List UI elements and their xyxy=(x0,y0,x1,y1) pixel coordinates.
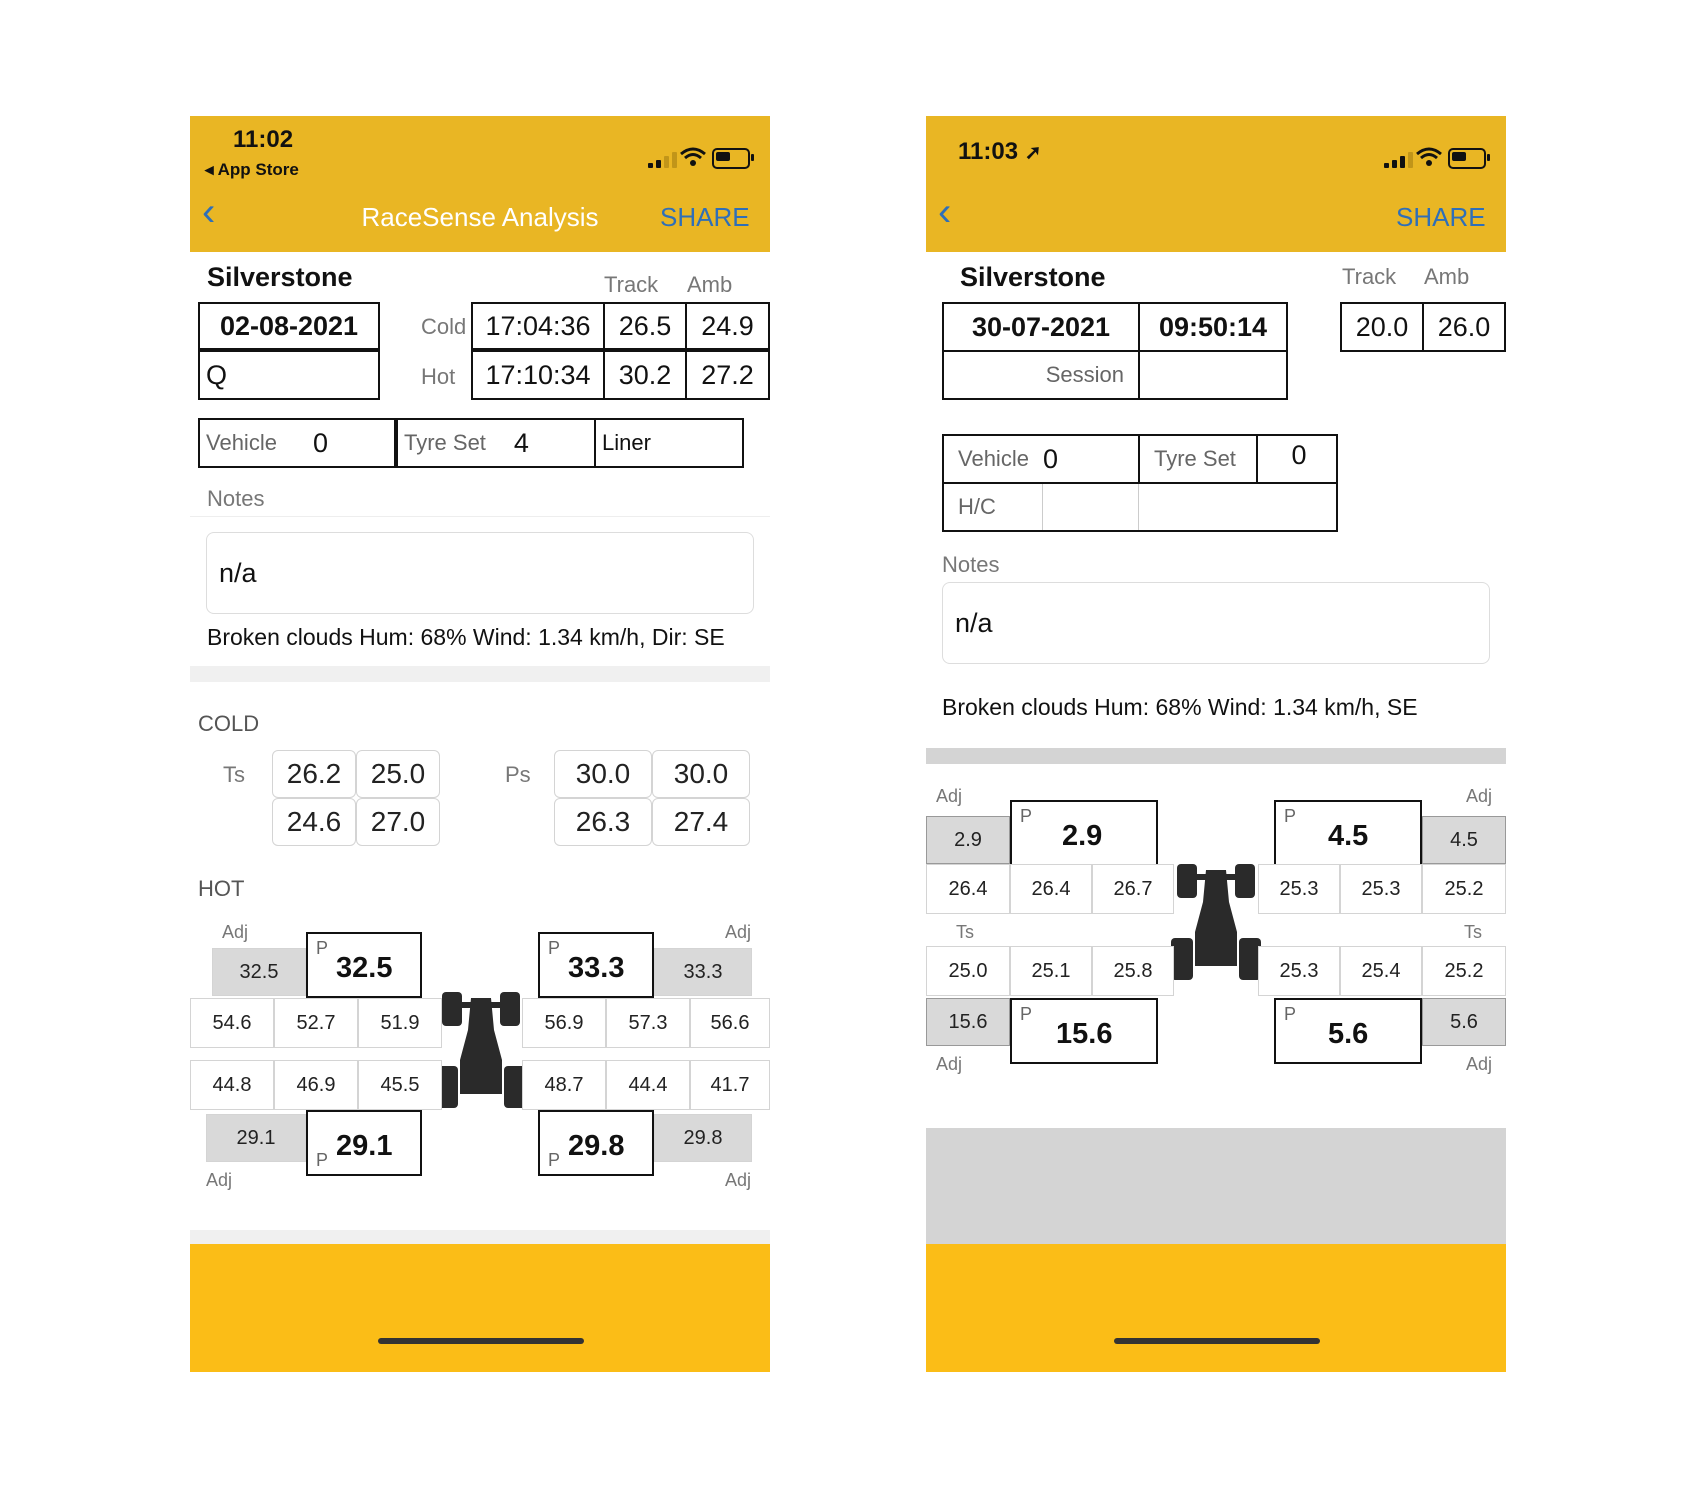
share-button[interactable]: SHARE xyxy=(660,202,750,232)
rr-pressure-box[interactable] xyxy=(538,1110,654,1176)
vehicle-value: 0 xyxy=(312,427,328,458)
notes-label: Notes xyxy=(942,552,1000,577)
vehicle-field[interactable] xyxy=(198,418,396,468)
cold-section-title: COLD xyxy=(198,711,260,736)
tyre-set-value: 4 xyxy=(513,427,529,458)
fl-temp-middle: 52.7 xyxy=(274,998,358,1048)
fl-adj-value: 32.5 xyxy=(212,948,306,996)
notes-field[interactable]: n/a xyxy=(206,532,754,614)
rl-temp-outer: 25.0 xyxy=(926,946,1010,996)
bottom-grey-panel xyxy=(926,1128,1506,1244)
cold-label: Cold xyxy=(421,314,467,339)
p-label: P xyxy=(1020,1004,1033,1024)
hot-label: Hot xyxy=(421,364,456,389)
hot-section-title: HOT xyxy=(198,876,245,901)
fr-temp-inner: 25.3 xyxy=(1258,864,1340,914)
rr-adj-value: 29.8 xyxy=(654,1114,752,1162)
p-label: P xyxy=(316,938,329,958)
rl-temp-inner: 25.8 xyxy=(1092,946,1174,996)
cold-ts-fl: 26.2 xyxy=(272,750,356,798)
track-name: Silverstone xyxy=(207,262,353,292)
weather-info: Broken clouds Hum: 68% Wind: 1.34 km/h, Dir: SE xyxy=(207,624,725,650)
status-time xyxy=(958,138,1042,166)
ts-label: Ts xyxy=(223,762,245,787)
fl-temp-outer: 54.6 xyxy=(190,998,274,1048)
ts-label-right: Ts xyxy=(1464,922,1482,942)
cold-ts-fr: 25.0 xyxy=(356,750,440,798)
fr-temp-inner: 56.9 xyxy=(522,998,606,1048)
vehicle-value: 0 xyxy=(1042,443,1058,474)
hc-field[interactable] xyxy=(942,482,1338,532)
adj-label-fr: Adj xyxy=(1466,786,1493,806)
rl-temp-inner: 45.5 xyxy=(358,1060,442,1110)
rl-temp-outer: 44.8 xyxy=(190,1060,274,1110)
tyre-set-field[interactable] xyxy=(396,418,596,468)
fr-pressure-box[interactable] xyxy=(1274,800,1422,866)
status-time: 11:02 xyxy=(233,126,294,153)
adj-label-fr: Adj xyxy=(725,922,752,942)
rr-temp-outer: 41.7 xyxy=(690,1060,770,1110)
fr-pressure: 4.5 xyxy=(1328,820,1369,852)
nav-title: RaceSense Analysis xyxy=(361,202,599,232)
time-field[interactable]: 09:50:14 xyxy=(1138,302,1288,352)
fl-pressure-box[interactable] xyxy=(306,932,422,998)
ts-label-left: Ts xyxy=(956,922,974,942)
weather-info: Broken clouds Hum: 68% Wind: 1.34 km/h, SE xyxy=(942,694,1418,720)
fr-temp-middle: 25.3 xyxy=(1340,864,1422,914)
tyre-set-value: 0 xyxy=(1291,440,1307,470)
rl-adj-value: 15.6 xyxy=(926,998,1010,1046)
rr-temp-middle: 44.4 xyxy=(606,1060,690,1110)
footer-bar xyxy=(926,1244,1506,1372)
vehicle-label: Vehicle xyxy=(958,446,1029,471)
divider xyxy=(190,516,770,517)
liner-label: Liner xyxy=(602,430,651,455)
cold-track-temp-field[interactable]: 26.5 xyxy=(603,302,687,350)
cold-ps-rl: 26.3 xyxy=(554,798,652,846)
adj-label-rl: Adj xyxy=(936,1054,963,1074)
p-label: P xyxy=(1020,806,1033,826)
liner-field[interactable] xyxy=(594,418,744,468)
right-phone-screen xyxy=(926,116,1506,1372)
vehicle-field[interactable] xyxy=(942,434,1140,484)
hot-track-temp-field[interactable]: 30.2 xyxy=(603,350,687,400)
bottom-separator xyxy=(190,1230,770,1244)
vehicle-label: Vehicle xyxy=(206,430,277,455)
adj-label-fl: Adj xyxy=(936,786,963,806)
notes-label: Notes xyxy=(207,486,265,511)
fr-temp-outer: 56.6 xyxy=(690,998,770,1048)
rl-temp-middle: 25.1 xyxy=(1010,946,1092,996)
date-field[interactable]: 30-07-2021 xyxy=(942,302,1140,352)
wifi-icon xyxy=(1416,146,1442,168)
date-field[interactable]: 02-08-2021 xyxy=(198,302,380,350)
hc-divider-1 xyxy=(1042,484,1043,530)
track-name: Silverstone xyxy=(960,262,1106,292)
rr-pressure-box[interactable] xyxy=(1274,998,1422,1064)
tyre-set-label: Tyre Set xyxy=(404,430,486,455)
cold-time-field[interactable]: 17:04:36 xyxy=(471,302,605,350)
p-label: P xyxy=(316,1150,329,1170)
footer-bar xyxy=(190,1244,770,1372)
fl-adj-value: 2.9 xyxy=(926,816,1010,864)
session-label: Session xyxy=(1045,362,1124,387)
hc-divider-2 xyxy=(1138,484,1139,530)
fl-pressure: 2.9 xyxy=(1062,820,1103,852)
hot-time-field[interactable]: 17:10:34 xyxy=(471,350,605,400)
tyre-set-label: Tyre Set xyxy=(1154,446,1236,471)
rr-temp-inner: 25.3 xyxy=(1258,946,1340,996)
rl-adj-value: 29.1 xyxy=(206,1114,306,1162)
cold-ps-fl: 30.0 xyxy=(554,750,652,798)
fr-pressure: 33.3 xyxy=(568,952,625,984)
fl-temp-middle: 26.4 xyxy=(1010,864,1092,914)
adj-label-rr: Adj xyxy=(1466,1054,1493,1074)
rl-pressure: 15.6 xyxy=(1056,1018,1113,1050)
adj-label-rr: Adj xyxy=(725,1170,752,1190)
rr-pressure: 29.8 xyxy=(568,1130,625,1162)
back-to-app-store-link[interactable]: ◂ App Store xyxy=(205,160,299,179)
home-indicator[interactable] xyxy=(378,1338,584,1344)
home-indicator[interactable] xyxy=(1114,1338,1320,1344)
p-label: P xyxy=(1284,806,1297,826)
hc-label: H/C xyxy=(958,494,996,519)
section-separator xyxy=(926,748,1506,764)
car-icon xyxy=(436,990,526,1110)
fl-temp-inner: 51.9 xyxy=(358,998,442,1048)
adj-label-fl: Adj xyxy=(222,922,249,942)
cold-ts-rl: 24.6 xyxy=(272,798,356,846)
section-separator xyxy=(190,666,770,682)
amb-temp-field[interactable]: 26.0 xyxy=(1422,302,1506,352)
fr-pressure-box[interactable] xyxy=(538,932,654,998)
cold-amb-temp-field[interactable]: 24.9 xyxy=(685,302,770,350)
p-label: P xyxy=(548,938,561,958)
tyre-set-divider xyxy=(1256,434,1258,484)
wifi-icon xyxy=(680,146,706,168)
track-column-label: Track xyxy=(1342,264,1397,289)
status-time-text: 11:03 xyxy=(958,138,1019,165)
share-button[interactable]: SHARE xyxy=(1396,202,1486,232)
fr-adj-value: 33.3 xyxy=(654,948,752,996)
amb-column-label: Amb xyxy=(687,272,733,297)
amb-column-label: Amb xyxy=(1424,264,1470,289)
hot-amb-temp-field[interactable]: 27.2 xyxy=(685,350,770,400)
session-field[interactable]: Q xyxy=(198,350,380,400)
rr-temp-outer: 25.2 xyxy=(1422,946,1506,996)
session-value-field[interactable] xyxy=(1138,350,1288,400)
fl-temp-inner: 26.7 xyxy=(1092,864,1174,914)
battery-icon xyxy=(712,148,750,169)
notes-field[interactable]: n/a xyxy=(942,582,1490,664)
rr-adj-value: 5.6 xyxy=(1422,998,1506,1046)
track-temp-field[interactable]: 20.0 xyxy=(1340,302,1424,352)
cold-ps-fr: 30.0 xyxy=(652,750,750,798)
location-arrow-icon: ➚ xyxy=(1024,142,1042,164)
fl-temp-outer: 26.4 xyxy=(926,864,1010,914)
signal-icon xyxy=(648,152,677,168)
fr-temp-outer: 25.2 xyxy=(1422,864,1506,914)
cold-ts-rr: 27.0 xyxy=(356,798,440,846)
back-chevron-icon[interactable]: ‹ xyxy=(938,190,952,234)
ps-label: Ps xyxy=(505,762,531,787)
left-phone-screen xyxy=(190,116,770,1372)
rr-pressure: 5.6 xyxy=(1328,1018,1369,1050)
session-field[interactable] xyxy=(942,350,1140,400)
signal-icon xyxy=(1384,152,1413,168)
rl-pressure-box[interactable] xyxy=(306,1110,422,1176)
fl-pressure: 32.5 xyxy=(336,952,393,984)
fr-temp-middle: 57.3 xyxy=(606,998,690,1048)
rr-temp-inner: 48.7 xyxy=(522,1060,606,1110)
p-label: P xyxy=(548,1150,561,1170)
rl-temp-middle: 46.9 xyxy=(274,1060,358,1110)
fr-adj-value: 4.5 xyxy=(1422,816,1506,864)
fl-pressure-box[interactable] xyxy=(1010,800,1158,866)
p-label: P xyxy=(1284,1004,1297,1024)
rr-temp-middle: 25.4 xyxy=(1340,946,1422,996)
rl-pressure-box[interactable] xyxy=(1010,998,1158,1064)
cold-ps-rr: 27.4 xyxy=(652,798,750,846)
rl-pressure: 29.1 xyxy=(336,1130,393,1162)
back-chevron-icon[interactable]: ‹ xyxy=(202,190,216,234)
battery-icon xyxy=(1448,148,1486,169)
track-column-label: Track xyxy=(604,272,659,297)
car-icon xyxy=(1170,862,1262,982)
adj-label-rl: Adj xyxy=(206,1170,233,1190)
